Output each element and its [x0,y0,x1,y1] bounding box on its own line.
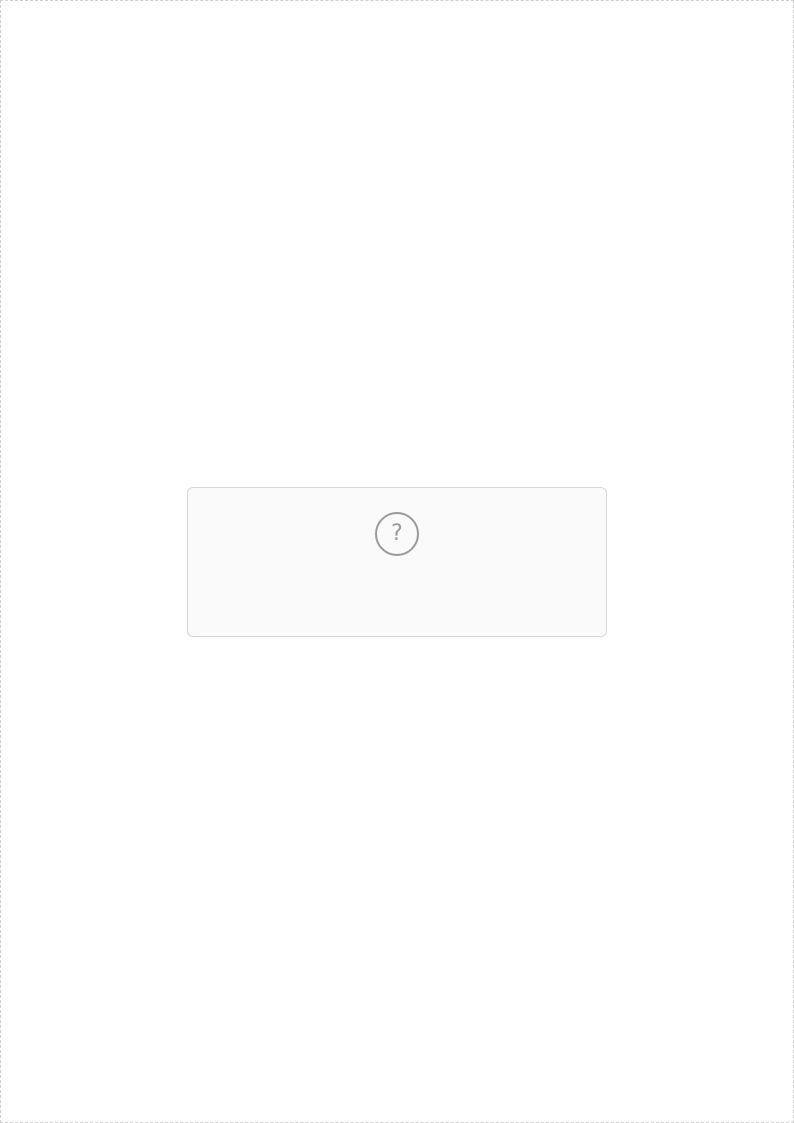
page-title [216,570,578,588]
placeholder-panel [187,487,607,637]
page-body [216,596,578,612]
image-missing-icon: ? [375,512,419,556]
